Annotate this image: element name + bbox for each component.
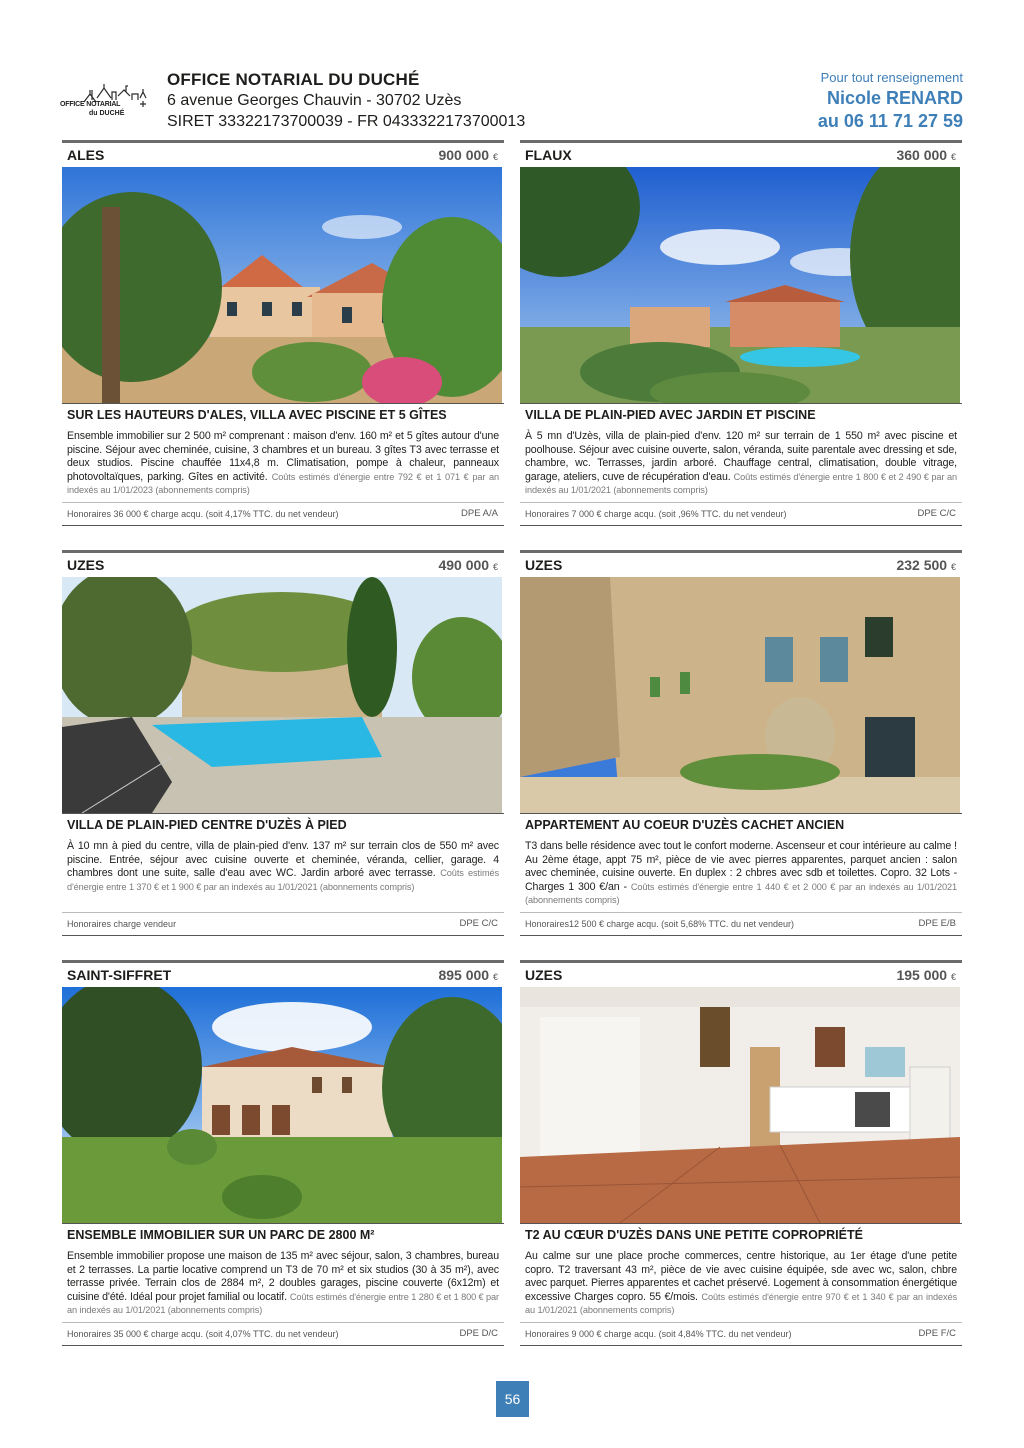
property-photo[interactable] — [520, 167, 960, 403]
listing-description: À 5 mn d'Uzès, villa de plain-pied d'env. 120 m² sur terrain de 1 550 m² avec piscine et poolhouse. Séjour avec cuisine ouverte, salon, véranda, suite parentale avec dressing et sde, chambre, wc. Terrasses, jardin arboré. Chauffage central, climatisation, double vitrage, garage, ateliers, cuve de récupération d'eau. Coûts estimés d'énergie entre 1 800 € et 2 490 € par an indexés au 1/01/2021 (abonnements compris) — [525, 430, 958, 496]
office-address: 6 avenue Georges Chauvin - 30702 Uzès — [167, 92, 462, 109]
listing-fees: Honoraires 7 000 € charge acqu. (soit ,96% TTC. du net vendeur) — [525, 509, 787, 519]
listing-city: UZES — [67, 557, 105, 573]
listing-title: VILLA DE PLAIN-PIED AVEC JARDIN ET PISCINE — [525, 408, 816, 422]
property-photo[interactable] — [62, 577, 502, 813]
listing-title: VILLA DE PLAIN-PIED CENTRE D'UZÈS À PIED — [67, 818, 347, 832]
divider — [520, 935, 962, 936]
property-photo[interactable] — [62, 167, 502, 403]
listing-title: ENSEMBLE IMMOBILIER SUR UN PARC DE 2800 M² — [67, 1228, 375, 1242]
listing-price: 895 000 € — [438, 967, 498, 983]
listing-fees: Honoraires 35 000 € charge acqu. (soit 4,07% TTC. du net vendeur) — [67, 1329, 339, 1339]
listing-dpe: DPE D/C — [459, 1328, 498, 1339]
energy-cost: Coûts estimés d'énergie entre 970 € et 1 340 € par an indexés au 1/01/2021 (abonnements compris) — [525, 1291, 957, 1316]
listing-card[interactable] — [62, 960, 504, 1346]
energy-cost: Coûts estimés d'énergie entre 792 € et 1 071 € par an indexés au 1/01/2023 (abonnements compris) — [67, 471, 500, 496]
listing-description: Au calme sur une place proche commerces, centre historique, au 1er étage d'une petite copro. T2 traversant 43 m², pièce de vie avec cuisine équipée, sde avec wc, salon, chbre avec parquet. Pierres apparentes et cachet préservé. Logement à consommation énergétique excessive Charges copro. 55 €/mois. Coûts estimés d'énergie entre 970 € et 1 340 € par an indexés au 1/01/2021 (abonnements compris) — [525, 1250, 957, 1316]
divider — [520, 525, 962, 526]
listing-city: SAINT-SIFFRET — [67, 967, 172, 983]
listing-price: 232 500 € — [896, 557, 956, 573]
listing-dpe: DPE C/C — [917, 508, 956, 519]
divider — [62, 935, 504, 936]
listing-price: 900 000 € — [438, 147, 498, 163]
listing-dpe: DPE E/B — [918, 918, 956, 929]
listing-card[interactable] — [520, 960, 962, 1346]
property-photo[interactable] — [520, 577, 960, 813]
logo-subtext: du DUCHÉ — [89, 110, 125, 117]
listing-fees: Honoraires charge vendeur — [67, 919, 177, 929]
listing-city: FLAUX — [525, 147, 572, 163]
energy-cost: Coûts estimés d'énergie entre 1 280 € et 1 800 € par an indexés au 1/01/2021 (abonnements compris) — [67, 1291, 500, 1316]
energy-cost: Coûts estimés d'énergie entre 1 440 € et 2 000 € par an indexés au 1/01/2021 (abonnements compris) — [525, 881, 957, 906]
property-photo[interactable] — [62, 987, 502, 1223]
listing-fees: Honoraires 36 000 € charge acqu. (soit 4,17% TTC. du net vendeur) — [67, 509, 339, 519]
listing-description: T3 dans belle résidence avec tout le confort moderne. Ascenseur et cour intérieure au calme ! Au 2ème étage, appt 75 m², pièce de vie avec pierres apparentes, parquet ancien : salon avec cheminée, cuisine ouverte. En duplex : 2 chbres avec sdb et toilettes. Copro. 32 Lots - Charges 1 300 €/an - Coûts estimés d'énergie entre 1 440 € et 2 000 € par an indexés au 1/01/2021 (abonnements compris) — [525, 840, 957, 906]
listing-title: T2 AU CŒUR D'UZÈS DANS UNE PETITE COPROPRIÉTÉ — [525, 1228, 863, 1242]
listing-dpe: DPE C/C — [459, 918, 498, 929]
contact-name: Nicole RENARD — [826, 88, 963, 108]
contact-label: Pour tout renseignement — [820, 70, 963, 85]
office-siret: SIRET 33322173700039 - FR 0433322173700013 — [167, 113, 526, 130]
listing-price: 195 000 € — [896, 967, 956, 983]
listing-city: ALES — [67, 147, 105, 163]
listing-description: Ensemble immobilier sur 2 500 m² comprenant : maison d'env. 160 m² et 5 gîtes autour d'une piscine. Séjour avec cheminée, cuisine, 3 chambres et un bureau. 3 gîtes T3 avec terrasse et deux studios. Piscine chauffée 11x4,8 m. Climatisation, pompe à chaleur, panneaux photovoltaïques, parking. Gîtes en activité. Coûts estimés d'énergie entre 792 € et 1 071 € par an indexés au 1/01/2023 (abonnements compris) — [67, 430, 500, 496]
listing-title: SUR LES HAUTEURS D'ALES, VILLA AVEC PISCINE ET 5 GÎTES — [67, 408, 447, 422]
contact-phone[interactable]: au 06 11 71 27 59 — [817, 111, 963, 131]
listing-title: APPARTEMENT AU COEUR D'UZÈS CACHET ANCIEN — [525, 818, 845, 832]
listing-dpe: DPE A/A — [461, 508, 498, 519]
property-photo[interactable] — [520, 987, 960, 1223]
office-name: OFFICE NOTARIAL DU DUCHÉ — [167, 70, 420, 89]
listing-city: UZES — [525, 967, 563, 983]
listing-description: Ensemble immobilier propose une maison de 135 m² avec séjour, salon, 3 chambres, bureau et 2 terrasses. La partie locative comprend un T3 de 70 m² et six studios (30 à 35 m²), avec terrasse privée. Terrain clos de 2884 m², 2 doubles garages, piscine couverte (6x12m) et cuisine d'été. Idéal pour projet familial ou locatif. Coûts estimés d'énergie entre 1 280 € et 1 800 € par an indexés au 1/01/2021 (abonnements compris) — [67, 1250, 500, 1316]
listing-city: UZES — [525, 557, 563, 573]
energy-cost: Coûts estimés d'énergie entre 1 370 € et 1 900 € par an indexés au 1/01/2021 (abonnements compris) — [67, 868, 499, 892]
divider — [520, 1345, 962, 1346]
listing-card[interactable] — [62, 140, 504, 526]
listing-fees: Honoraires12 500 € charge acqu. (soit 5,68% TTC. du net vendeur) — [525, 919, 794, 929]
office-logo — [60, 80, 152, 124]
listing-description: À 10 mn à pied du centre, villa de plain-pied d'env. 137 m² sur terrain clos de 550 m² avec piscine. Entrée, séjour avec cuisine ouverte et cheminée, véranda, cellier, garage. 4 chambres dont une suite, salle d'eau avec WC. Jardin arboré avec terrasse. Coûts estimés d'énergie entre 1 370 € et 1 900 € par an indexés au 1/01/2021 (abonnements compris) — [67, 840, 499, 892]
listing-card[interactable] — [62, 550, 504, 936]
page-number: 56 — [496, 1381, 529, 1417]
listing-price: 490 000 € — [438, 557, 498, 573]
listing-dpe: DPE F/C — [918, 1328, 956, 1339]
logo-text: OFFICE NOTARIAL — [60, 101, 121, 108]
divider — [62, 525, 504, 526]
listing-card[interactable] — [520, 550, 962, 936]
energy-cost: Coûts estimés d'énergie entre 1 800 € et 2 490 € par an indexés au 1/01/2021 (abonnements compris) — [525, 471, 958, 496]
listing-card[interactable] — [520, 140, 962, 526]
divider — [62, 1345, 504, 1346]
listing-fees: Honoraires 9 000 € charge acqu. (soit 4,84% TTC. du net vendeur) — [525, 1329, 792, 1339]
listing-price: 360 000 € — [896, 147, 956, 163]
